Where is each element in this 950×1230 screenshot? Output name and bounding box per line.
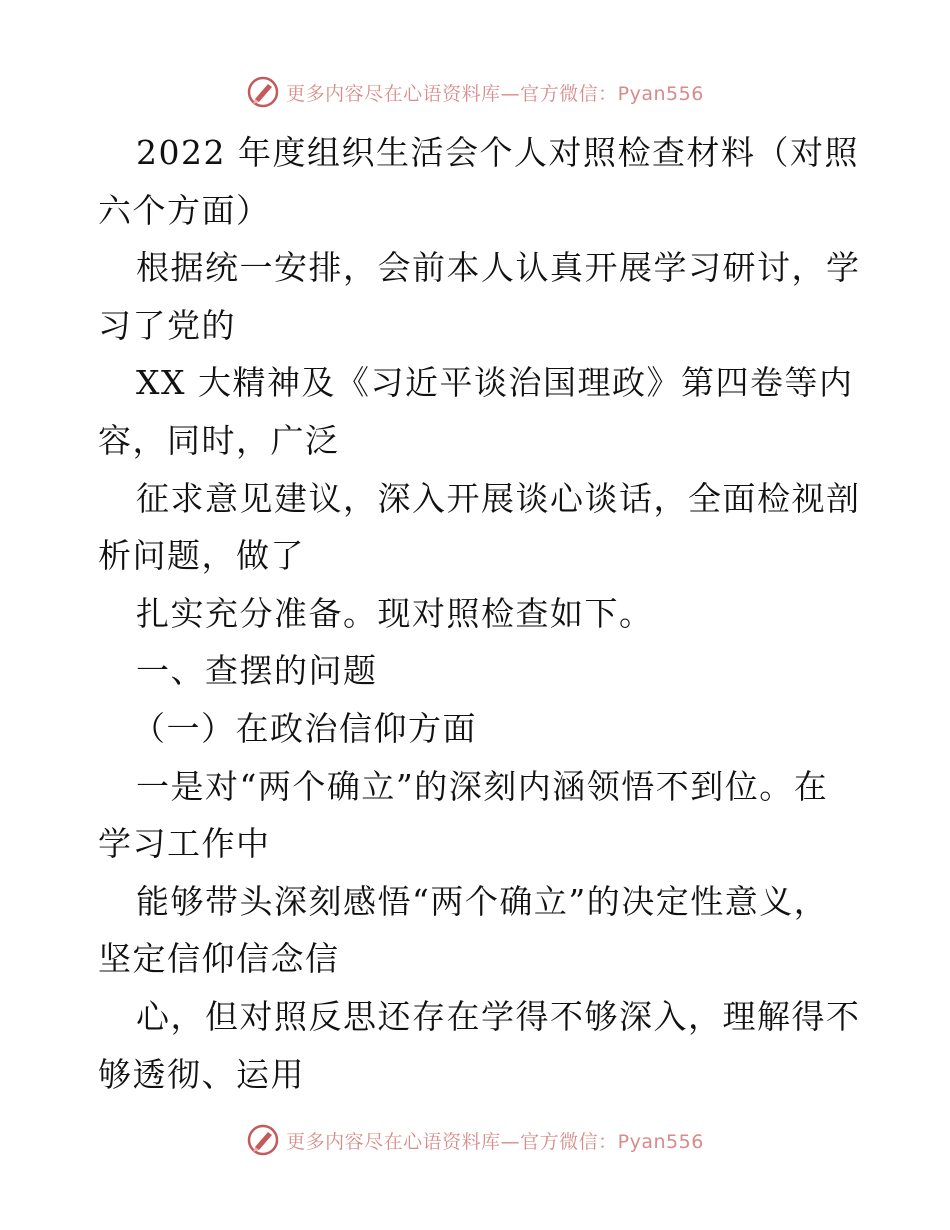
paragraph-line: 够透彻、运用	[98, 1054, 305, 1094]
watermark-text: 更多内容尽在心语资料库—官方微信：Pyan556	[286, 1130, 704, 1153]
document-title-continued: 六个方面）	[98, 190, 271, 230]
section-heading: 一、查摆的问题	[136, 651, 378, 691]
paragraph-line: 容，同时，广泛	[98, 420, 340, 460]
document-title: 2022 年度组织生活会个人对照检查材料（对照	[136, 133, 859, 172]
paragraph-line: 心，但对照反思还存在学得不够深入，理解得不	[136, 996, 861, 1036]
pen-logo-icon	[246, 1123, 280, 1157]
paragraph-line: 习了党的	[98, 305, 236, 345]
paragraph-line: 根据统一安排，会前本人认真开展学习研讨，学	[136, 248, 861, 288]
watermark-header	[0, 72, 950, 112]
pen-logo-icon	[246, 75, 280, 109]
watermark-footer	[0, 1120, 950, 1160]
paragraph-line: 扎实充分准备。现对照检查如下。	[136, 593, 654, 633]
paragraph-line: 学习工作中	[98, 824, 271, 864]
paragraph-line: XX 大精神及《习近平谈治国理政》第四卷等内	[136, 363, 854, 403]
paragraph-line: 一是对“两个确立”的深刻内涵领悟不到位。在	[136, 766, 829, 806]
watermark-text: 更多内容尽在心语资料库—官方微信：Pyan556	[286, 82, 704, 105]
paragraph-line: 能够带头深刻感悟“两个确立”的决定性意义，	[136, 881, 829, 921]
paragraph-line: 征求意见建议，深入开展谈心谈话，全面检视剖	[136, 478, 861, 518]
document-body	[98, 124, 861, 1103]
paragraph-line: 析问题，做了	[98, 536, 305, 576]
paragraph-line: 坚定信仰信念信	[98, 939, 340, 979]
subsection-heading: （一）在政治信仰方面	[132, 708, 477, 748]
